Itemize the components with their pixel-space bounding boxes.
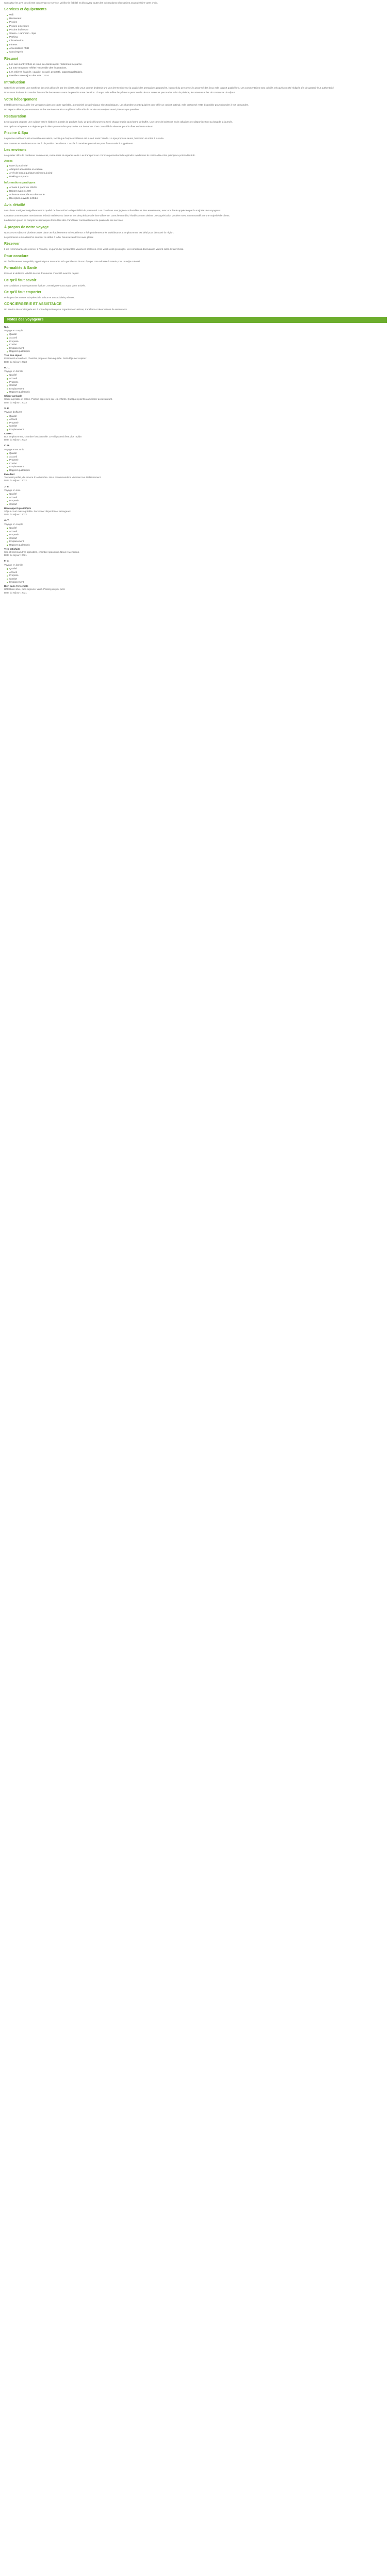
list-item: Les critères évalués : qualité, accueil, propreté, rapport qualité/prix. xyxy=(9,71,387,74)
services-title: Services et équipements xyxy=(4,8,47,11)
review-criterion: Qualité xyxy=(9,415,387,418)
review-criteria-list xyxy=(4,415,387,432)
review-title: Séjour agréable xyxy=(4,395,22,398)
introduction-paragraph: Cette fiche présente une synthèse des avis déposés par les clients. Elle vous permet d'obtenir une vue d'ensemble sur la qualité des prestations proposées, l'accueil du personnel, la propreté des lieux et le rapport qualité/prix. Les commentaires sont publiés tels qu'ils ont été rédigés afin de garantir leur authenticité. xyxy=(4,87,335,90)
list-item: Piscine extérieure xyxy=(9,25,387,28)
review-criterion: Propreté xyxy=(9,499,387,503)
formalites-title: Formalités & Santé xyxy=(4,266,37,270)
list-item: Gare à proximité xyxy=(9,164,387,168)
reserver-title: Réserver xyxy=(4,242,20,246)
review-meta: Voyage en famille xyxy=(4,370,23,373)
list-item: Parking sur place xyxy=(9,175,387,179)
savoir-title: Ce qu'il faut savoir xyxy=(4,278,37,282)
review-criterion: Qualité xyxy=(9,452,387,455)
conciergerie-title: CONCIERGERIE ET ASSISTANCE xyxy=(4,302,62,307)
review-criterion: Accueil xyxy=(9,455,387,459)
more-paragraph: L'établissement accueille les voyageurs dans un cadre agréable, à proximité des principaux sites touristiques. Les chambres sont équipées pour offrir un confort optimal, et le personnel reste disponible pour répondre à vos demandes. xyxy=(4,103,249,106)
formalites-paragraph: Pensez à vérifier la validité de vos documents d'identité avant le départ. xyxy=(4,272,79,275)
review-text: Cadre agréable et calme. Piscine appréciée par les enfants. Quelques points à améliorer au restaurant. xyxy=(4,398,113,401)
review-criterion: Confort xyxy=(9,384,387,387)
restauration-title: Restauration xyxy=(4,114,26,118)
environ-title: Les environs xyxy=(4,148,27,152)
review-text: Spa et hammam très agréables, chambre spacieuse. Nous reviendrons. xyxy=(4,550,80,553)
list-item: Animaux acceptés sur demande xyxy=(9,193,387,197)
review-criterion: Emplacement xyxy=(9,428,387,432)
acces-list xyxy=(4,164,387,179)
review-author: F. G. xyxy=(4,560,10,563)
review-author: C. R. xyxy=(4,445,10,448)
review-title: Très bon séjour xyxy=(4,353,22,357)
longtext-paragraph: La direction prend en compte les remarques formulées afin d'améliorer continuellement la qualité de ses services. xyxy=(4,219,124,222)
conciergerie-paragraph: Un service de conciergerie est à votre disposition pour organiser excursions, transferts et réservations de restaurants. xyxy=(4,308,128,311)
longtext-paragraph: Les clients soulignent régulièrement la qualité de l'accueil et la disponibilité du personnel. Les chambres sont jugées confortables et bien entretenues, avec une literie appréciée par la majorité des voyageurs. xyxy=(4,209,221,212)
review-criterion: Qualité xyxy=(9,527,387,530)
review-criterion: Emplacement xyxy=(9,465,387,469)
review-criterion: Confort xyxy=(9,425,387,428)
reviews-banner: Notes des voyageurs xyxy=(4,317,387,323)
review-criterion: Qualité xyxy=(9,374,387,377)
list-item: Accessibilité PMR xyxy=(9,47,387,50)
list-item: Arrêt de bus à quelques minutes à pied xyxy=(9,172,387,175)
review-criterion: Accueil xyxy=(9,571,387,574)
list-item: Réception ouverte 24h/24 xyxy=(9,197,387,200)
piscine-paragraph: Des transats et serviettes sont mis à disposition des clients. L'accès à certaines prestations peut être soumis à supplément. xyxy=(4,142,134,145)
review-criterion: Propreté xyxy=(9,381,387,384)
proposes-paragraph: Nous avons séjourné plusieurs nuits dans cet établissement et l'expérience a été globalement très satisfaisante. L'emplacement est idéal pour découvrir la région. xyxy=(4,231,174,234)
review-criteria-list xyxy=(4,374,387,394)
review-date: Date du séjour : 2021 xyxy=(4,554,27,557)
list-item: Conciergerie xyxy=(9,50,387,54)
review-item xyxy=(4,367,387,404)
resume-list xyxy=(4,63,387,78)
list-item: Aéroport accessible en voiture xyxy=(9,168,387,172)
environ-paragraph: Le quartier offre de nombreux commerces, restaurants et espaces verts. Les transports en commun permettent de rejoindre rapidement le centre-ville et les principaux points d'intérêt. xyxy=(4,154,196,157)
list-item: Wifi xyxy=(9,13,387,17)
review-criterion: Propreté xyxy=(9,574,387,578)
list-item: Arrivée à partir de 15h00 xyxy=(9,186,387,190)
review-criterion: Qualité xyxy=(9,333,387,336)
intro-text: Consultez les avis des clients concernant ce service, vérifiez la fiabilité et découvrez toutes les informations nécessaires avant de faire votre choix. xyxy=(4,2,158,4)
conclusion-title: Pour conclure xyxy=(4,254,29,258)
piscine-paragraph: La piscine extérieure est accessible en saison, tandis que l'espace intérieur est ouvert toute l'année. Le spa propose sauna, hammam et soins à la carte. xyxy=(4,137,165,140)
review-date: Date du séjour : 2022 xyxy=(4,438,27,442)
review-date: Date du séjour : 2023 xyxy=(4,360,27,363)
review-text: Séjour court mais agréable. Personnel disponible et arrangeant. xyxy=(4,510,71,513)
review-meta: Voyage en couple xyxy=(4,522,23,526)
page xyxy=(0,0,391,602)
review-title: Bien dans l'ensemble xyxy=(4,585,28,588)
review-item xyxy=(4,560,387,594)
review-date: Date du séjour : 2022 xyxy=(4,513,27,516)
review-text: Hôtel bien situé, petit-déjeuner varié. Parking un peu petit. xyxy=(4,588,66,591)
review-date: Date du séjour : 2021 xyxy=(4,591,27,594)
review-title: Très satisfaits xyxy=(4,547,20,550)
list-item: Climatisation xyxy=(9,39,387,43)
review-criterion: Emplacement xyxy=(9,581,387,584)
introduction-paragraph: Nous vous invitons à consulter l'ensemble des retours avant de prendre votre décision. Chaque avis reflète l'expérience personnelle de son auteur et peut varier selon la période, les attentes et les circonstances du séjour. xyxy=(4,91,236,94)
review-date: Date du séjour : 2022 xyxy=(4,479,27,482)
review-criterion: Emplacement xyxy=(9,347,387,350)
review-criterion: Confort xyxy=(9,343,387,347)
review-date: Date du séjour : 2023 xyxy=(4,401,27,404)
introduction-title: Introduction xyxy=(4,81,25,85)
review-criterion: Confort xyxy=(9,537,387,540)
review-criterion: Propreté xyxy=(9,459,387,462)
review-meta: Voyage entre amis xyxy=(4,448,24,451)
savoir-paragraph: Les conditions d'accès peuvent évoluer ; renseignez-vous avant votre arrivée. xyxy=(4,284,86,287)
review-criteria-list xyxy=(4,493,387,506)
list-item: Dernière mise à jour des avis : 2024. xyxy=(9,74,387,78)
review-text: Tout était parfait, du service à la chambre. Nous recommandons vivement cet établissement. xyxy=(4,476,102,479)
review-criterion: Confort xyxy=(9,462,387,466)
review-criterion: Rapport qualité/prix xyxy=(9,544,387,547)
acces-title: Accès xyxy=(4,159,13,163)
review-author: J. B. xyxy=(4,485,10,488)
review-meta: Voyage en couple xyxy=(4,329,23,332)
more-paragraph: Un espace détente, un restaurant et des services variés complètent l'offre afin de rendre votre séjour aussi plaisant que possible. xyxy=(4,108,140,111)
review-title: Excellent xyxy=(4,472,15,476)
reviews-list xyxy=(4,326,387,595)
review-author: M. L. xyxy=(4,366,10,369)
review-title: Correct xyxy=(4,432,13,435)
services-list xyxy=(4,13,387,54)
restauration-paragraph: Des options adaptées aux régimes particuliers peuvent être proposées sur demande. Il est conseillé de réserver pour le dîner en haute saison. xyxy=(4,125,154,128)
review-item xyxy=(4,326,387,364)
list-item: Restaurant xyxy=(9,17,387,21)
list-item: Parking xyxy=(9,36,387,39)
review-criterion: Accueil xyxy=(9,377,387,381)
review-meta: Voyage d'affaires xyxy=(4,411,23,414)
review-title: Bon rapport qualité/prix xyxy=(4,506,31,510)
review-criterion: Emplacement xyxy=(9,540,387,544)
proposes-paragraph: Le personnel a été attentif et souriant du début à la fin. Nous reviendrons avec plaisir. xyxy=(4,235,94,239)
review-item xyxy=(4,486,387,517)
conclusion-paragraph: Un établissement de qualité, apprécié pour son cadre et la gentillesse de son équipe. Une adresse à retenir pour un séjour réussi. xyxy=(4,260,141,263)
review-meta: Voyage en solo xyxy=(4,488,21,492)
review-text: Bon emplacement, chambre fonctionnelle. Le wifi pourrait être plus rapide. xyxy=(4,435,83,438)
review-criterion: Accueil xyxy=(9,496,387,500)
review-author: N.D. xyxy=(4,326,9,329)
review-criterion: Rapport qualité/prix xyxy=(9,469,387,472)
reserver-paragraph: Il est recommandé de réserver à l'avance, en particulier pendant les vacances scolaires et les week-ends prolongés. Les conditions d'annulation varient selon le tarif choisi. xyxy=(4,248,184,251)
review-criterion: Propreté xyxy=(9,340,387,344)
piscine-title: Piscine & Spa xyxy=(4,131,28,135)
longtext-paragraph: Certains commentaires mentionnent le bruit extérieur ou l'attente lors des périodes de forte affluence. Dans l'ensemble, l'établissement obtient une appréciation positive et est recommandé par une majorité de clients. xyxy=(4,214,230,217)
review-item xyxy=(4,408,387,442)
longtext-title: Avis détaillé xyxy=(4,204,25,208)
list-item: Départ avant 11h00 xyxy=(9,190,387,193)
list-item: Les avis sont vérifiés et issus de clients ayant réellement séjourné. xyxy=(9,63,387,66)
restauration-paragraph: Le restaurant propose une cuisine variée élaborée à partir de produits frais. Le petit-déjeuner est servi chaque matin sous forme de buffet. Une carte de boissons et de collations est disponible tout au long de la journée. xyxy=(4,120,233,123)
info-title: Informations pratiques xyxy=(4,181,36,184)
review-item xyxy=(4,519,387,557)
list-item: La note moyenne reflète l'ensemble des évaluations. xyxy=(9,66,387,70)
review-criterion: Accueil xyxy=(9,418,387,421)
review-criterion: Qualité xyxy=(9,493,387,496)
list-item: Sauna - Hammam - Spa xyxy=(9,32,387,36)
review-criteria-list xyxy=(4,333,387,353)
emporter-paragraph: Prévoyez des tenues adaptées à la saison et aux activités prévues. xyxy=(4,296,75,299)
review-criteria-list xyxy=(4,452,387,472)
review-criterion: Qualité xyxy=(9,567,387,571)
review-author: S. P. xyxy=(4,407,9,410)
emporter-title: Ce qu'il faut emporter xyxy=(4,290,42,294)
review-author: A. T. xyxy=(4,519,9,522)
review-criterion: Propreté xyxy=(9,533,387,537)
review-item xyxy=(4,445,387,482)
resume-title: Résumé xyxy=(4,57,19,61)
review-criterion: Rapport qualité/prix xyxy=(9,391,387,394)
review-criterion: Confort xyxy=(9,503,387,506)
list-item: Piscine xyxy=(9,21,387,24)
review-meta: Voyage en famille xyxy=(4,563,23,566)
review-criterion: Emplacement xyxy=(9,387,387,391)
review-criterion: Confort xyxy=(9,578,387,581)
review-criteria-list xyxy=(4,567,387,584)
review-criterion: Accueil xyxy=(9,336,387,340)
list-item: Fitness xyxy=(9,43,387,47)
review-criterion: Rapport qualité/prix xyxy=(9,350,387,353)
more-title: Votre hébergement xyxy=(4,97,37,101)
info-list xyxy=(4,186,387,201)
review-criterion: Accueil xyxy=(9,530,387,534)
list-item: Piscine intérieure xyxy=(9,28,387,32)
review-criterion: Propreté xyxy=(9,421,387,425)
review-criteria-list xyxy=(4,527,387,547)
proposes-title: À propos de notre voyage xyxy=(4,225,49,229)
review-text: Personnel accueillant, chambre propre et bien équipée. Petit-déjeuner copieux. xyxy=(4,357,87,360)
